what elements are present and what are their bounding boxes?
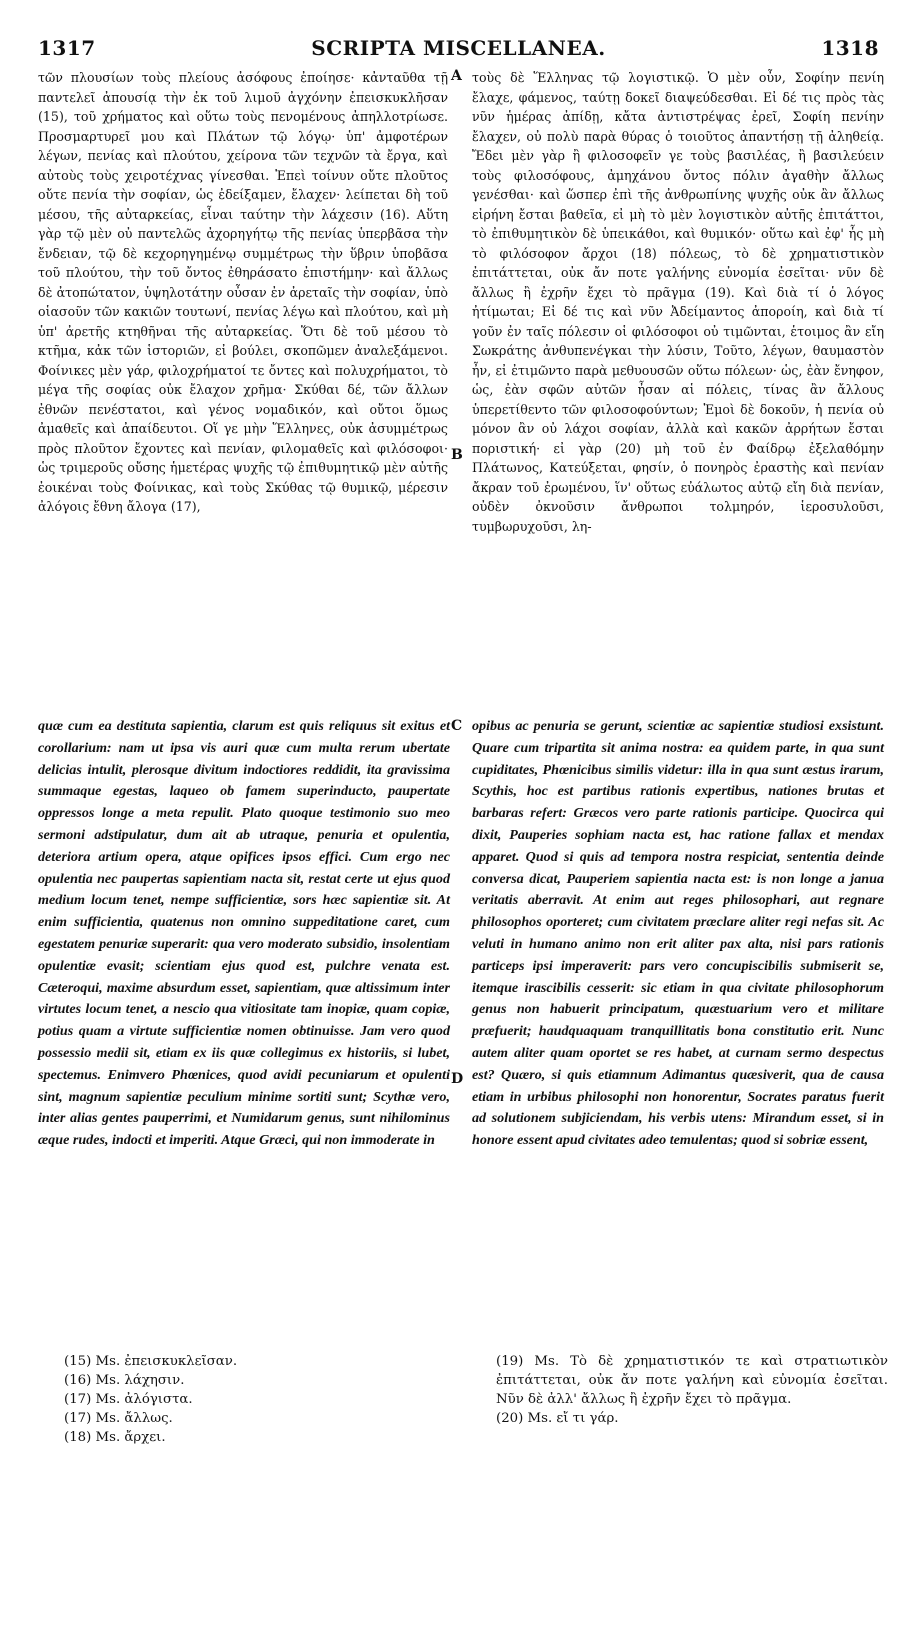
section-marker-a: A — [451, 68, 462, 84]
footnotes-left — [64, 1352, 444, 1447]
greek-text-right-column: τοὺς δὲ Ἕλληνας τῷ λογιστικῷ. Ὁ μὲν οὖν, Σοφίην πενίη ἔλαχε, φάμενος, ταύτῃ δοκεῖ διαψεύδεσθαι. Εἰ δέ τις πρὸς τὰς νῦν ἡμέρας ἀπίδῃ, κἄτα ἀντιστρέψας ἐρεῖ, Σοφίη πενίην ἔλαχεν, οὐ πολὺ παρὰ θύρας ὁ τοιοῦτος ἀπαντήσῃ τῇ ἀληθείᾳ. Ἔδει μὲν γὰρ ἢ φιλοσοφεῖν γε τοὺς βασιλέας, ἢ βασιλεύειν τοὺς φιλοσόφους, ἀμηχάνου ὄντος πόλιν ἀγαθὴν ἄλλως γενέσθαι· καὶ ὥσπερ ἐπὶ τῆς ἀνθρωπίνης ψυχῆς οὐκ ἂν ἄλλως εἰρήνη ἔσται βαθεῖα, εἰ μὴ τὸ μὲν λογιστικὸν αὐτῆς ἐπιτάττοι, τὸ ἐπιθυμητικὸν δὲ ὑπεικάθοι, καὶ θυμικόν· οὕτω καὶ ἐφ' ἧς μὴ τὸ φιλόσοφον ἄρχοι (18) πόλεως, τὸ δὲ χρηματιστικὸν ἐπιτάττεται, οὐκ ἄν ποτε γαλήνης εὐνομία ἐσεῖται· νῦν δὲ ἄλλως ἢ ἐχρῆν ἔχει τὸ πρᾶγμα (19). Καὶ διὰ τί ὁ λόγος ἠτίμωται; Εἰ δέ τις καὶ νῦν Ἀδείμαντος ἀποροίη, καὶ διὰ τί γοῦν ἐν ταῖς πόλεσιν οἱ φιλόσοφοι οὐ τιμῶνται, ἑτοιμος ἂν εἴη Σωκράτης ἀνθυπενέγκαι τὴν λύσιν, Τοῦτο, λέγων, θαυμαστὸν ἦν, εἰ ἐτιμῶντο παρὰ μεθυουσῶν οὕτω πόλεων· ὡς, ἐὰν ἔνηφον, ὡς, ἐὰν σφῶν αὐτῶν ἦσαν αἱ πόλεις, τίνας ἂν ἄλλους ὑπερετίθεντο τῶν φιλοσοφούντων; Ἐμοὶ δὲ δοκοῦν, ἡ πενία οὐ μόνον ἂν οὐ λάχοι σοφίαν, ἀλλὰ καὶ κακῶν ἀρρήτων ἔσται ποριστική· εἰ γὰρ (20) μὴ τοῦ ἐν Φαίδρῳ ἐξελαθόμην Πλάτωνος, Κατεύξεται, φησίν, ὁ πονηρὸς ἐραστὴς καὶ πενίαν ἄκραν τοῦ ἐρωμένου, ἵν' οὕτως εὐάλωτος αὐτῷ εἴη διὰ πενίαν, οὐδὲν ὀκνοῦσιν ἄνθρωποι τολμηρόν, ἱεροσυλοῦσι, τυμβωρυχοῦσι, λη- — [472, 70, 884, 534]
latin-translation-right-column: opibus ac penuria se gerunt, scientiæ ac sapientiæ studiosi exsistunt. Quare cum tripartita sit anima nostra: ea quidem parte, in qua sunt cupiditates, Phœnicibus similis videtur: illa in qua sunt æstus irarum, Scythis, hoc est partibus rationis expertibus, nationes brutas et barbaras refert: Græcos vero parte rationis participe. Quocirca qui dixit, Pauperies sophiam nacta est, hac ratione fallax et mendax apparet. Quod si quis ad tempora nostra respiciat, sententia deinde conversa dicat, Pauperiem sapientia nacta est: is non longe a janua veritatis aberravit. At enim aut reges philosophari, aut regnare philosophos oporteret; cum civitatem præclare aliter regi nefas sit. Ac veluti in humano animo non erit aliter pax alta, nisi pars rationis particeps ipsi imperaverit: pars vero concupiscibilis submiserit se, itemque irascibilis cesserit: sic etiam in qua civitate philosophorum genus non habuerit principatum, quæstuarium vero et militare præfuerit; haudquaquam tranquillitatis bona constitutio erit. Nunc autem aliter quam oportet se res habet, at curnam sermo despectus est? Quæro, si quis etiamnum Adimantus quæsiverit, qua de causa etiam in urbibus philosophi non honorentur, Socrates paratus fuerit ad solutionem subjiciendam, his verbis utens: Mirandum esset, si in honore essent apud civitates adeo temulentas; quod si sobriæ essent, — [472, 718, 884, 1149]
footnote: (15) Ms. ἐπεισκυκλεῖσαν. — [64, 1354, 238, 1369]
footnote: (16) Ms. λάχησιν. — [64, 1373, 185, 1388]
page-number-right: 1318 — [821, 36, 879, 60]
footnote: (20) Ms. εἴ τι γάρ. — [496, 1411, 619, 1426]
section-marker-b: B — [451, 447, 463, 463]
page-number-left: 1317 — [38, 36, 96, 60]
footnotes-right — [496, 1352, 888, 1428]
section-marker-d: D — [451, 1071, 464, 1087]
footnote: (17) Ms. ἄλλως. — [64, 1411, 173, 1426]
latin-translation-left-column: quæ cum ea destituta sapientia, clarum est quis reliquus sit exitus et corollarium: nam ut ipsa vis auri quæ cum multa rerum ubertate delicias intulit, plerosque divitum indoctiores reddidit, ita gravissima summaque egestas, laqueo ob famem superinducto, paupertate oppressos longe a meta repulit. Plato quoque testimonio suo meo sermoni adstipulatur, dum ait ab utraque, penuria et opulentia, deteriora artium opera, atque opifices ipsos effici. Cum ergo nec opulentia nec paupertas sapientiam nacta sit, restat certe ut ejus quod medium locum tenet, nempe sufficientiæ, sors hæc sapientiæ sit. At enim sufficientia, quatenus non omnino suppeditatione caret, cum egestatem penuriæ superarit: qua vero moderato subsidio, insolentiam opulentiæ evasit; scientiam ejus quod est, pulchre venata est. Cæteroqui, maxime absurdum esset, sapientiam, quæ altissimum inter virtutes locum tenet, a nescio qua vitiositate tam inopiæ, quam copiæ, potius quam a virtute sufficientiæ nomen obtinuisse. Jam vero quod possessio medii sit, etiam ex iis quæ collegimus ex historiis, si lubet, spectemus. Enimvero Phœnices, quod avidi pecuniarum et opulenti sint, magnum sapientiæ peculium minime sortiti sunt; Scythæ vero, inter alias gentes pauperrimi, et Numidarum genus, sunt nihilominus æque rudes, indocti et imperiti. Atque Græci, qui non immoderate in — [38, 718, 450, 1149]
greek-text-left-column: τῶν πλουσίων τοὺς πλείους ἀσόφους ἐποίησε· κἀνταῦθα τῇ παντελεῖ ἀπουσίᾳ τὴν ἐκ τοῦ λιμοῦ ἀγχόνην ἐπεισκυκλῆσαν (15), τοῦ χρήματος καὶ οὕτω τοὺς πενομένους ἀπηλλοτρίωσε. Προσμαρτυρεῖ μου καὶ Πλάτων τῷ λόγῳ· ὑπ' ἀμφοτέρων λέγων, πενίας καὶ πλούτου, χείρονα τῶν τεχνῶν τὰ ἔργα, καὶ αὐτοὺς τοὺς χειροτέχνας γίνεσθαι. Ἐπεὶ τοίνυν οὔτε πλοῦτος οὔτε πενία τὴν σοφίαν, ὡς ἐδείξαμεν, ἔλαχεν· λείπεται δὴ τοῦ μέσου, τῆς αὐταρκείας, εἶναι ταύτην τὴν λάχεσιν (16). Αὕτη γὰρ τῷ μὲν οὐ παντελῶς ἀχορηγήτῳ τῆς πενίας ὑπερβᾶσα τὴν ἔνδειαν, τῷ δὲ κεχορηγημένῳ συμμέτρως τὴν ὕβριν ὑποβᾶσα τοῦ πλούτου, τὴν τοῦ ὄντος ἐθηράσατο ἐπιστήμην· καὶ ἄλλως δὲ ἀτοπώτατον, ὑψηλοτάτην οὖσαν ἐν ἀρεταῖς τὴν σοφίαν, ὑπὸ οἱασοῦν τῶν κακιῶν τουτωνί, πενίας λέγω καὶ πλούτου, καὶ μὴ ὑπ' ἀρετῆς κτηθῆναι τῆς αὐταρκείας. Ὅτι δὲ τοῦ μέσου τὸ κτῆμα, κἀκ τῶν ἱστοριῶν, εἰ βούλει, σκοπῶμεν ἀναλεξάμενοι. Φοίνικες μὲν γάρ, φιλοχρήματοί τε ὄντες καὶ πολυχρήματοι, τὸ μέγα τῆς σοφίας οὐκ ἔλαχον χρῆμα· Σκύθαι δέ, τῶν ἄλλων ἐθνῶν πενέστατοι, καὶ γένος νομαδικόν, καὶ οὔτοι ὅμως ἀμαθεῖς καὶ ἀπαίδευτοι. Οἵ γε μὴν Ἕλληνες, οὐκ ἀσυμμέτρως πρὸς πλοῦτον ἔχοντες καὶ πενίαν, φιλομαθεῖς καὶ φιλόσοφοι· ὡς τριμεροῦς οὔσης ἡμετέρας ψυχῆς τῷ ἐπιθυμητικῷ μὲν αὐτῆς ἐοικέναι τοὺς Φοίνικας, καὶ τοὺς Σκύθας τῷ θυμικῷ, μέρεσιν ἀλόγοις ἔθνη ἄλογα (17), — [38, 70, 448, 514]
footnote: (19) Ms. Τὸ δὲ χρηματιστικόν τε καὶ στρατιωτικὸν ἐπιτάττεται, οὐκ ἄν ποτε γαλήνη καὶ εὐνομία ἐσεῖται. Νῦν δὲ ἀλλ' ἄλλως ἢ ἐχρῆν ἔχει τὸ πρᾶγμα. — [496, 1354, 888, 1407]
section-marker-c: C — [451, 718, 463, 734]
footnote: (18) Ms. ἄρχει. — [64, 1430, 166, 1445]
footnote: (17) Ms. ἀλόγιστα. — [64, 1392, 193, 1407]
running-title: SCRIPTA MISCELLANEA. — [311, 36, 606, 60]
